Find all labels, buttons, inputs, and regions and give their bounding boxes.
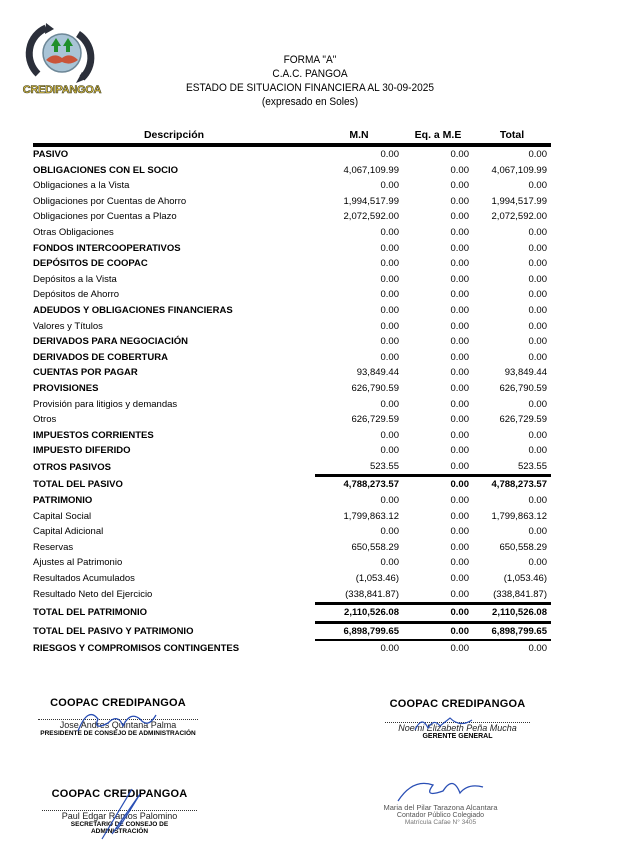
row-value-total: 0.00 [528,557,547,569]
form-label: FORMA "A" [283,54,337,66]
row-value-mn: 0.00 [380,643,399,655]
row-value-total: 4,788,273.57 [473,476,551,493]
row-value-total: 523.55 [517,460,547,472]
table-row [33,287,551,303]
credipangoa-logo [16,22,108,102]
table-row [33,303,551,319]
table-row [33,476,551,493]
row-value-eq-me: 0.00 [450,258,469,270]
row-value-eq-me: 0.00 [403,622,473,640]
table-row [33,163,551,179]
table-row [33,604,551,623]
row-description: Capital Adicional [33,526,104,538]
row-description: OBLIGACIONES CON EL SOCIO [33,164,178,176]
table-row [33,640,551,657]
row-value-eq-me: 0.00 [403,604,473,623]
row-value-total: 93,849.44 [504,367,547,379]
row-value-mn: 0.00 [380,445,399,457]
row-value-eq-me: 0.00 [450,336,469,348]
row-value-eq-me: 0.00 [450,367,469,379]
table-row [33,365,551,381]
table-row [33,493,551,509]
row-value-total: 0.00 [528,429,547,441]
row-value-eq-me: 0.00 [450,510,469,522]
table-row [33,524,551,540]
signer-name: Noemi Elizabeth Peña Mucha [398,723,517,733]
column-header-descripcion: Descripción [33,128,315,145]
signer-name: Maria del Pilar Tarazona Alcantara [383,803,498,812]
row-value-total: 0.00 [528,526,547,538]
entity-name: C.A.C. PANGOA [272,68,348,80]
table-row [33,540,551,556]
table-row [33,194,551,210]
row-value-total: 0.00 [528,398,547,410]
table-row [33,459,551,476]
row-description: Reservas [33,541,74,553]
row-value-eq-me: 0.00 [450,573,469,585]
signer-role: Contador Público Colegiado [396,812,485,819]
signer-role: GERENTE GENERAL [422,733,493,740]
row-value-mn: (1,053.46) [355,573,399,585]
row-description: Resultados Acumulados [33,573,135,585]
logo-text: CREDIPANGOA [22,84,102,96]
row-value-total: 0.00 [528,289,547,301]
row-value-mn: 1,799,863.12 [343,510,399,522]
row-description: Provisión para litigios y demandas [33,398,178,410]
row-description: Valores y Títulos [33,320,103,332]
row-description: Ajustes al Patrimonio [33,557,123,569]
row-value-mn: (338,841.87) [345,588,399,600]
row-value-eq-me: 0.00 [450,541,469,553]
row-value-eq-me: 0.00 [450,414,469,426]
column-header-total: Total [473,128,551,145]
table-row [33,145,551,163]
row-value-total: (1,053.46) [503,573,547,585]
document-subtitle: (expresado en Soles) [261,96,359,108]
row-value-eq-me: 0.00 [450,588,469,600]
row-value-mn: 0.00 [380,226,399,238]
signature-org: COOPAC CREDIPANGOA [389,698,526,710]
column-header-eq-me: Eq. a M.E [403,128,473,145]
row-value-total: 2,110,526.08 [473,604,551,623]
row-value-mn: 523.55 [369,460,399,472]
row-description: RIESGOS Y COMPROMISOS CONTINGENTES [33,642,240,654]
row-description: Capital Social [33,510,92,522]
row-value-mn: 0.00 [380,273,399,285]
table-row [33,178,551,194]
row-value-total: 0.00 [528,495,547,507]
row-value-mn: 0.00 [380,258,399,270]
row-value-total: 626,729.59 [499,414,547,426]
row-value-eq-me: 0.00 [450,429,469,441]
row-value-total: 0.00 [528,351,547,363]
row-value-eq-me: 0.00 [450,398,469,410]
signature-block-contador [378,803,503,826]
row-value-mn: 0.00 [380,242,399,254]
row-description: PATRIMONIO [33,495,93,507]
row-value-total: 1,799,863.12 [491,510,547,522]
row-value-eq-me: 0.00 [450,445,469,457]
signature-block-gerente [385,698,530,740]
financial-statement-table [33,128,551,657]
signer-name: Paul Edgar Ramos Palomino [61,811,178,821]
table-row [33,555,551,571]
row-value-mn: 4,067,109.99 [343,164,399,176]
table-row [33,571,551,587]
row-value-eq-me: 0.00 [450,211,469,223]
row-value-mn: 0.00 [380,429,399,441]
table-row [33,397,551,413]
row-value-mn: 0.00 [380,149,399,160]
row-description: FONDOS INTERCOOPERATIVOS [33,242,181,254]
column-header-mn: M.N [315,128,403,145]
table-row [33,225,551,241]
row-value-total: 650,558.29 [499,541,547,553]
document-title: ESTADO DE SITUACION FINANCIERA AL 30-09-2025 [185,82,435,94]
row-value-total: 0.00 [528,258,547,270]
row-description: CUENTAS POR PAGAR [33,367,138,379]
row-value-mn: 0.00 [380,398,399,410]
signature-org: COOPAC CREDIPANGOA [50,697,186,709]
table-row [33,334,551,350]
row-description: Depósitos a la Vista [33,273,117,285]
signature-block-secretario [42,788,197,835]
row-description: Otros [33,414,57,426]
row-description: Obligaciones por Cuentas de Ahorro [33,195,187,207]
table-header [33,128,551,145]
table-row [33,622,551,640]
row-description: Depósitos de Ahorro [33,289,120,301]
row-value-mn: 4,788,273.57 [315,476,403,493]
table-row [33,209,551,225]
row-value-mn: 0.00 [380,320,399,332]
handwritten-signature-icon [68,701,158,741]
row-description: Resultado Neto del Ejercicio [33,589,153,601]
table-row [33,428,551,444]
table-row [33,272,551,288]
row-value-mn: 0.00 [380,557,399,569]
row-value-total: 2,072,592.00 [491,211,547,223]
row-value-eq-me: 0.00 [450,180,469,192]
row-description: PASIVO [33,149,69,160]
row-description: IMPUESTOS CORRIENTES [33,429,154,441]
row-value-eq-me: 0.00 [450,460,469,472]
row-value-mn: 2,072,592.00 [343,211,399,223]
row-value-total: 0.00 [528,320,547,332]
row-value-eq-me: 0.00 [450,289,469,301]
row-value-eq-me: 0.00 [450,320,469,332]
row-value-eq-me: 0.00 [450,195,469,207]
row-value-eq-me: 0.00 [450,273,469,285]
handwritten-signature-icon [92,784,152,844]
row-value-mn: 93,849.44 [356,367,399,379]
row-description: PROVISIONES [33,382,99,394]
row-value-mn: 0.00 [380,495,399,507]
signature-org: COOPAC CREDIPANGOA [51,788,188,800]
row-description: Otras Obligaciones [33,226,114,238]
row-value-total: 1,994,517.99 [491,195,547,207]
row-value-total: 6,898,799.65 [473,622,551,640]
row-description: DEPÓSITOS DE COOPAC [33,258,148,270]
row-value-mn: 650,558.29 [351,541,399,553]
row-value-eq-me: 0.00 [450,242,469,254]
row-value-total: 0.00 [528,304,547,316]
handwritten-signature-icon [388,773,498,803]
row-value-mn: 0.00 [380,336,399,348]
row-value-eq-me: 0.00 [450,557,469,569]
row-description: TOTAL DEL PASIVO Y PATRIMONIO [33,625,194,637]
handwritten-signature-icon [410,710,480,735]
row-value-mn: 1,994,517.99 [343,195,399,207]
table-row [33,241,551,257]
row-value-total: (338,841.87) [493,588,547,600]
row-description: DERIVADOS DE COBERTURA [33,351,168,363]
row-value-mn: 626,790.59 [351,382,399,394]
row-description: TOTAL DEL PASIVO [33,478,123,490]
table-row [33,381,551,397]
row-value-total: 4,067,109.99 [491,164,547,176]
row-description: OTROS PASIVOS [33,461,111,473]
row-value-eq-me: 0.00 [450,382,469,394]
row-value-mn: 0.00 [380,351,399,363]
signature-block-presidente [38,697,198,737]
table-row [33,350,551,366]
row-value-eq-me: 0.00 [403,476,473,493]
row-description: IMPUESTO DIFERIDO [33,445,131,457]
row-value-eq-me: 0.00 [450,164,469,176]
document-header [130,53,490,109]
row-value-total: 626,790.59 [499,382,547,394]
row-value-total: 0.00 [528,149,547,160]
row-value-mn: 0.00 [380,289,399,301]
row-value-total: 0.00 [528,242,547,254]
signer-role: PRESIDENTE DE CONSEJO DE ADMINISTRACIÓN [40,730,196,737]
row-value-total: 0.00 [528,643,547,655]
row-value-total: 0.00 [528,226,547,238]
signer-role: SECRETARIO DE CONSEJO DE ADMINISTRACIÓN [70,821,169,835]
table-row [33,412,551,428]
table-row [33,443,551,459]
row-value-mn: 626,729.59 [351,414,399,426]
row-value-mn: 0.00 [380,304,399,316]
row-description: ADEUDOS Y OBLIGACIONES FINANCIERAS [33,304,233,316]
row-value-eq-me: 0.00 [450,351,469,363]
row-value-total: 0.00 [528,273,547,285]
table-row [33,509,551,525]
row-value-mn: 0.00 [380,180,399,192]
row-value-eq-me: 0.00 [450,495,469,507]
row-value-eq-me: 0.00 [450,526,469,538]
row-value-total: 0.00 [528,180,547,192]
table-row [33,256,551,272]
row-value-eq-me: 0.00 [450,226,469,238]
signer-registration: Matrícula Cafae N° 3405 [404,819,477,826]
logo-emblem-icon [16,22,108,86]
table-row [33,587,551,604]
row-value-total: 0.00 [528,336,547,348]
signer-name: Jose Andres Quintana Palma [59,720,177,730]
row-value-eq-me: 0.00 [450,149,469,160]
row-value-eq-me: 0.00 [450,643,469,655]
row-description: DERIVADOS PARA NEGOCIACIÓN [33,336,189,348]
row-value-eq-me: 0.00 [450,304,469,316]
row-value-mn: 6,898,799.65 [315,622,403,640]
row-value-mn: 0.00 [380,526,399,538]
table-row [33,319,551,335]
row-description: Obligaciones a la Vista [33,180,130,192]
row-description: Obligaciones por Cuentas a Plazo [33,211,177,223]
row-value-mn: 2,110,526.08 [315,604,403,623]
row-value-total: 0.00 [528,445,547,457]
row-description: TOTAL DEL PATRIMONIO [33,607,147,619]
